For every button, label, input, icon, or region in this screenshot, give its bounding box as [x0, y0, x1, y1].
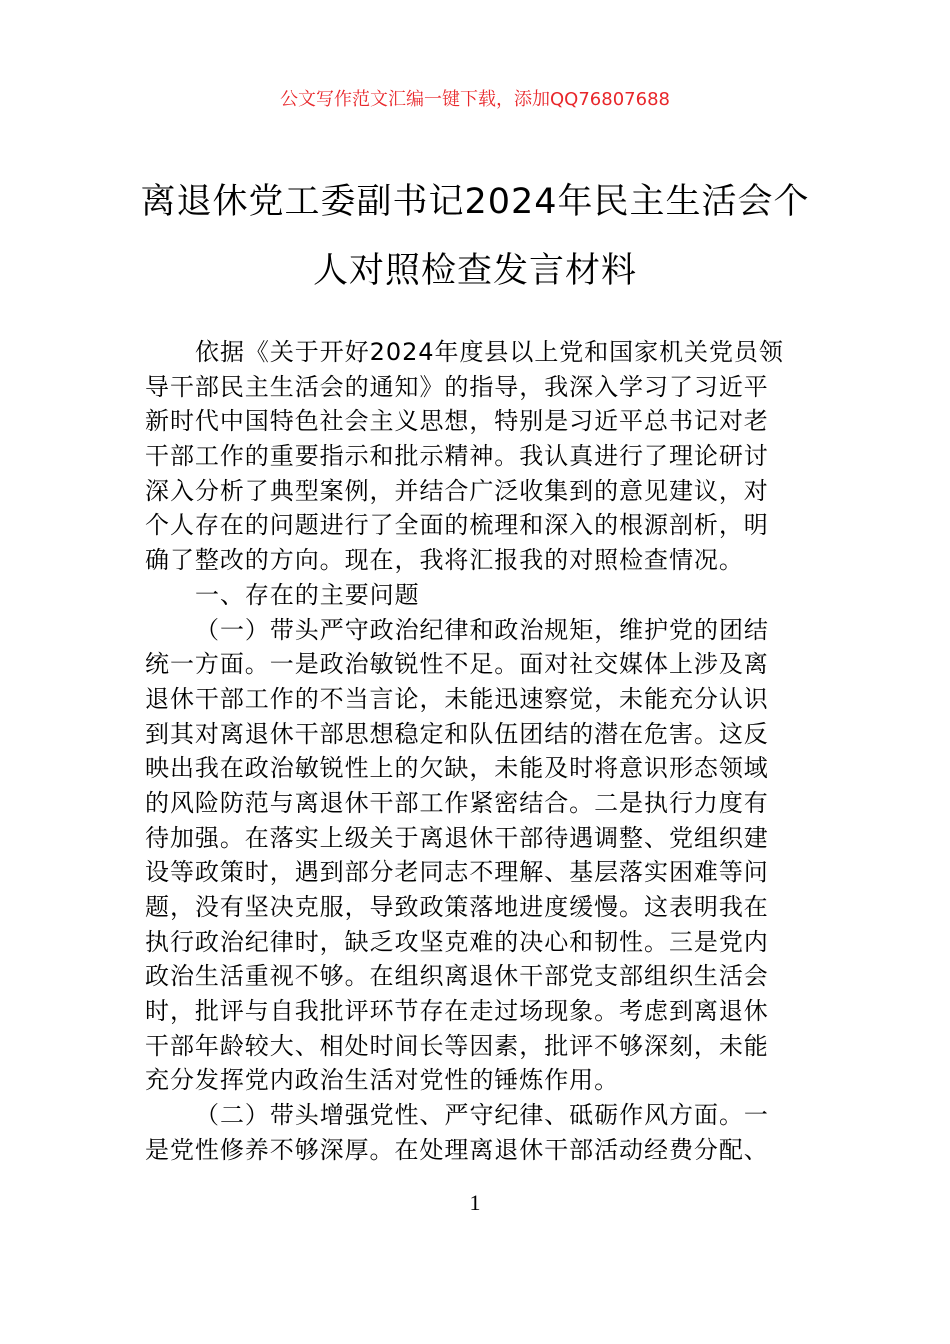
body-line: 待加强。在落实上级关于离退休干部待遇调整、党组织建: [145, 823, 769, 852]
body-line: 政治生活重视不够。在组织离退休干部党支部组织生活会: [145, 962, 769, 991]
body-line: 一、存在的主要问题: [195, 580, 420, 609]
body-line: 确了整改的方向。现在，我将汇报我的对照检查情况。: [145, 546, 744, 575]
header-notice: 公文写作范文汇编一键下载，添加QQ76807688: [280, 89, 670, 110]
body-line: （二）带头增强党性、严守纪律、砥砺作风方面。一: [195, 1101, 769, 1130]
page-number: 1: [469, 1190, 481, 1215]
body-line: 的风险防范与离退休干部工作紧密结合。二是执行力度有: [145, 788, 769, 817]
document-body: [145, 335, 807, 1168]
document-title-line-2: 人对照检查发言材料: [312, 251, 637, 291]
body-line: 设等政策时，遇到部分老同志不理解、基层落实困难等问: [145, 858, 769, 887]
body-line: 执行政治纪律时，缺乏攻坚克难的决心和韧性。三是党内: [145, 927, 769, 956]
body-line: 时，批评与自我批评环节存在走过场现象。考虑到离退休: [145, 997, 769, 1026]
body-line: 依据《关于开好2024年度县以上党和国家机关党员领: [195, 338, 784, 366]
body-line: 深入分析了典型案例，并结合广泛收集到的意见建议，对: [145, 476, 769, 505]
body-line: 到其对离退休干部思想稳定和队伍团结的潜在危害。这反: [145, 719, 769, 748]
body-line: 映出我在政治敏锐性上的欠缺，未能及时将意识形态领域: [145, 754, 769, 783]
body-line: 充分发挥党内政治生活对党性的锤炼作用。: [145, 1066, 620, 1095]
document-title-line-1: 离退休党工委副书记2024年民主生活会个: [140, 182, 810, 222]
body-line: 是党性修养不够深厚。在处理离退休干部活动经费分配、: [145, 1135, 769, 1164]
body-line: 干部工作的重要指示和批示精神。我认真进行了理论研讨: [145, 442, 769, 471]
body-line: 干部年龄较大、相处时间长等因素，批评不够深刻，未能: [145, 1031, 769, 1060]
body-line: 退休干部工作的不当言论，未能迅速察觉，未能充分认识: [145, 684, 769, 713]
body-line: 导干部民主生活会的通知》的指导，我深入学习了习近平: [145, 372, 769, 401]
body-line: 统一方面。一是政治敏锐性不足。面对社交媒体上涉及离: [145, 650, 769, 679]
body-line: 个人存在的问题进行了全面的梳理和深入的根源剖析，明: [145, 511, 769, 540]
body-line: （一）带头严守政治纪律和政治规矩，维护党的团结: [195, 615, 769, 644]
body-line: 新时代中国特色社会主义思想，特别是习近平总书记对老: [145, 407, 769, 436]
body-line: 题，没有坚决克服，导致政策落地进度缓慢。这表明我在: [145, 893, 769, 921]
